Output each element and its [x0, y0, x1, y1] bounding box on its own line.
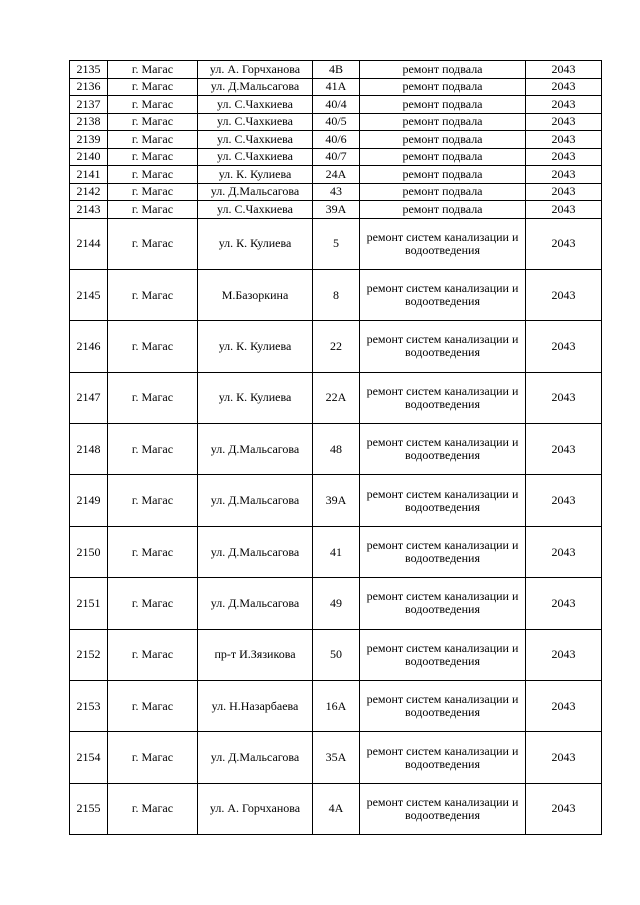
house-number-cell: 4А: [313, 783, 360, 834]
table-row: [70, 783, 602, 834]
work-type-cell: ремонт систем канализации и водоотведения: [360, 629, 526, 680]
year-cell: 2043: [526, 113, 602, 131]
city-cell: г. Магас: [108, 321, 198, 372]
city-cell: г. Магас: [108, 269, 198, 320]
row-number-cell: 2145: [70, 269, 108, 320]
street-cell: ул. С.Чахкиева: [198, 148, 313, 166]
year-cell: 2043: [526, 218, 602, 269]
row-number-cell: 2139: [70, 131, 108, 149]
house-number-cell: 40/4: [313, 96, 360, 114]
city-cell: г. Магас: [108, 183, 198, 201]
work-type-cell: ремонт систем канализации и водоотведения: [360, 424, 526, 475]
house-number-cell: 24А: [313, 166, 360, 184]
row-number-cell: 2146: [70, 321, 108, 372]
table-row: [70, 732, 602, 783]
work-type-cell: ремонт подвала: [360, 61, 526, 79]
city-cell: г. Магас: [108, 578, 198, 629]
table-row: [70, 166, 602, 184]
work-type-cell: ремонт подвала: [360, 201, 526, 219]
year-cell: 2043: [526, 732, 602, 783]
city-cell: г. Магас: [108, 783, 198, 834]
work-type-cell: ремонт подвала: [360, 148, 526, 166]
row-number-cell: 2152: [70, 629, 108, 680]
street-cell: ул. К. Кулиева: [198, 166, 313, 184]
house-number-cell: 40/7: [313, 148, 360, 166]
work-type-cell: ремонт систем канализации и водоотведения: [360, 372, 526, 423]
house-number-cell: 43: [313, 183, 360, 201]
city-cell: г. Магас: [108, 166, 198, 184]
work-type-cell: ремонт подвала: [360, 96, 526, 114]
house-number-cell: 48: [313, 424, 360, 475]
table-body: [70, 61, 602, 835]
year-cell: 2043: [526, 61, 602, 79]
table-row: [70, 218, 602, 269]
row-number-cell: 2143: [70, 201, 108, 219]
year-cell: 2043: [526, 475, 602, 526]
work-type-cell: ремонт систем канализации и водоотведения: [360, 783, 526, 834]
work-type-cell: ремонт подвала: [360, 131, 526, 149]
work-type-cell: ремонт подвала: [360, 78, 526, 96]
row-number-cell: 2154: [70, 732, 108, 783]
year-cell: 2043: [526, 96, 602, 114]
year-cell: 2043: [526, 424, 602, 475]
table-row: [70, 61, 602, 79]
city-cell: г. Магас: [108, 732, 198, 783]
city-cell: г. Магас: [108, 96, 198, 114]
row-number-cell: 2135: [70, 61, 108, 79]
street-cell: ул. Д.Мальсагова: [198, 78, 313, 96]
city-cell: г. Магас: [108, 629, 198, 680]
city-cell: г. Магас: [108, 78, 198, 96]
work-type-cell: ремонт подвала: [360, 183, 526, 201]
city-cell: г. Магас: [108, 424, 198, 475]
row-number-cell: 2137: [70, 96, 108, 114]
row-number-cell: 2155: [70, 783, 108, 834]
year-cell: 2043: [526, 783, 602, 834]
house-number-cell: 39А: [313, 475, 360, 526]
house-number-cell: 49: [313, 578, 360, 629]
row-number-cell: 2147: [70, 372, 108, 423]
street-cell: ул. Д.Мальсагова: [198, 526, 313, 577]
house-number-cell: 35А: [313, 732, 360, 783]
house-number-cell: 16А: [313, 681, 360, 732]
row-number-cell: 2144: [70, 218, 108, 269]
table-row: [70, 148, 602, 166]
year-cell: 2043: [526, 148, 602, 166]
street-cell: ул. Н.Назарбаева: [198, 681, 313, 732]
year-cell: 2043: [526, 131, 602, 149]
year-cell: 2043: [526, 372, 602, 423]
house-number-cell: 40/6: [313, 131, 360, 149]
street-cell: ул. С.Чахкиева: [198, 131, 313, 149]
work-type-cell: ремонт систем канализации и водоотведения: [360, 681, 526, 732]
street-cell: М.Базоркина: [198, 269, 313, 320]
table-row: [70, 526, 602, 577]
city-cell: г. Магас: [108, 372, 198, 423]
street-cell: ул. Д.Мальсагова: [198, 578, 313, 629]
house-number-cell: 8: [313, 269, 360, 320]
year-cell: 2043: [526, 681, 602, 732]
street-cell: ул. К. Кулиева: [198, 372, 313, 423]
house-number-cell: 4В: [313, 61, 360, 79]
row-number-cell: 2142: [70, 183, 108, 201]
table-row: [70, 113, 602, 131]
city-cell: г. Магас: [108, 148, 198, 166]
street-cell: ул. С.Чахкиева: [198, 96, 313, 114]
year-cell: 2043: [526, 201, 602, 219]
street-cell: ул. К. Кулиева: [198, 218, 313, 269]
table-row: [70, 201, 602, 219]
house-number-cell: 41А: [313, 78, 360, 96]
year-cell: 2043: [526, 629, 602, 680]
city-cell: г. Магас: [108, 526, 198, 577]
table-row: [70, 78, 602, 96]
house-number-cell: 22: [313, 321, 360, 372]
street-cell: ул. Д.Мальсагова: [198, 475, 313, 526]
row-number-cell: 2151: [70, 578, 108, 629]
street-cell: ул. С.Чахкиева: [198, 201, 313, 219]
city-cell: г. Магас: [108, 201, 198, 219]
table-row: [70, 629, 602, 680]
row-number-cell: 2136: [70, 78, 108, 96]
work-type-cell: ремонт систем канализации и водоотведения: [360, 526, 526, 577]
repair-schedule-table: [69, 60, 602, 835]
table-row: [70, 183, 602, 201]
year-cell: 2043: [526, 526, 602, 577]
city-cell: г. Магас: [108, 113, 198, 131]
work-type-cell: ремонт систем канализации и водоотведения: [360, 732, 526, 783]
street-cell: ул. А. Горчханова: [198, 783, 313, 834]
city-cell: г. Магас: [108, 61, 198, 79]
year-cell: 2043: [526, 78, 602, 96]
row-number-cell: 2138: [70, 113, 108, 131]
house-number-cell: 5: [313, 218, 360, 269]
year-cell: 2043: [526, 166, 602, 184]
house-number-cell: 41: [313, 526, 360, 577]
house-number-cell: 50: [313, 629, 360, 680]
street-cell: ул. Д.Мальсагова: [198, 424, 313, 475]
city-cell: г. Магас: [108, 131, 198, 149]
row-number-cell: 2149: [70, 475, 108, 526]
work-type-cell: ремонт подвала: [360, 113, 526, 131]
year-cell: 2043: [526, 183, 602, 201]
work-type-cell: ремонт систем канализации и водоотведения: [360, 475, 526, 526]
table-row: [70, 372, 602, 423]
house-number-cell: 40/5: [313, 113, 360, 131]
table-row: [70, 424, 602, 475]
street-cell: пр-т И.Зязикова: [198, 629, 313, 680]
table-row: [70, 475, 602, 526]
work-type-cell: ремонт систем канализации и водоотведения: [360, 578, 526, 629]
work-type-cell: ремонт подвала: [360, 166, 526, 184]
street-cell: ул. К. Кулиева: [198, 321, 313, 372]
row-number-cell: 2153: [70, 681, 108, 732]
city-cell: г. Магас: [108, 681, 198, 732]
city-cell: г. Магас: [108, 475, 198, 526]
city-cell: г. Магас: [108, 218, 198, 269]
street-cell: ул. С.Чахкиева: [198, 113, 313, 131]
row-number-cell: 2140: [70, 148, 108, 166]
house-number-cell: 39А: [313, 201, 360, 219]
work-type-cell: ремонт систем канализации и водоотведения: [360, 218, 526, 269]
year-cell: 2043: [526, 269, 602, 320]
year-cell: 2043: [526, 321, 602, 372]
table-row: [70, 578, 602, 629]
house-number-cell: 22А: [313, 372, 360, 423]
street-cell: ул. Д.Мальсагова: [198, 732, 313, 783]
table-row: [70, 131, 602, 149]
table-row: [70, 321, 602, 372]
table-row: [70, 681, 602, 732]
street-cell: ул. Д.Мальсагова: [198, 183, 313, 201]
work-type-cell: ремонт систем канализации и водоотведения: [360, 321, 526, 372]
row-number-cell: 2150: [70, 526, 108, 577]
work-type-cell: ремонт систем канализации и водоотведения: [360, 269, 526, 320]
row-number-cell: 2141: [70, 166, 108, 184]
year-cell: 2043: [526, 578, 602, 629]
row-number-cell: 2148: [70, 424, 108, 475]
table-row: [70, 96, 602, 114]
street-cell: ул. А. Горчханова: [198, 61, 313, 79]
table-row: [70, 269, 602, 320]
